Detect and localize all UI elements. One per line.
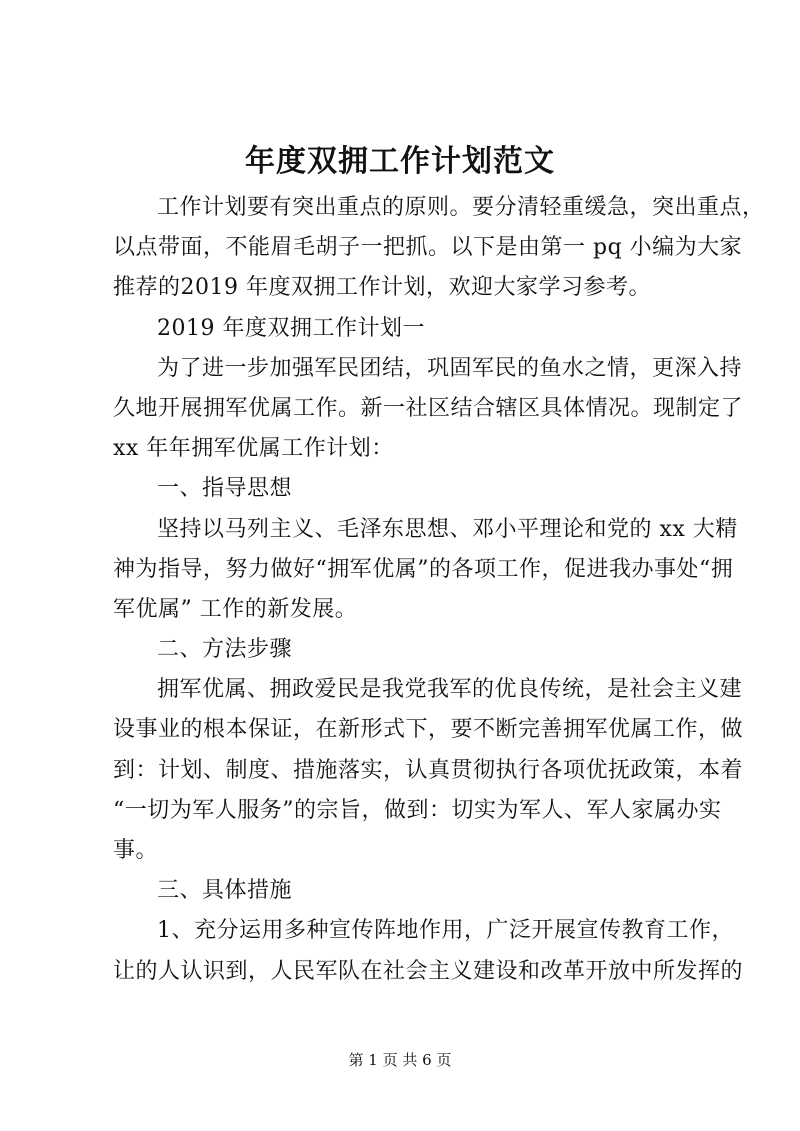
text-line: 为了进一步加强军民团结，巩固军民的鱼水之情，更深入持	[157, 355, 743, 381]
text-line: 坚持以马列主义、毛泽东思想、邓小平理论和党的 xx 大精	[157, 516, 738, 542]
text-line: 推荐的2019 年度双拥工作计划，欢迎大家学习参考。	[113, 275, 651, 301]
document-body	[113, 188, 765, 992]
text-line: 神为指导，努力做好“拥军优属”的各项工作，促进我办事处“拥	[113, 556, 734, 582]
page-footer: 第 1 页 共 6 页	[348, 1051, 452, 1069]
text-line: “一切为军人服务”的宗旨，做到：切实为军人、军人家属办实	[113, 797, 722, 823]
text-line: 工作计划要有突出重点的原则。要分清轻重缓急，突出重点，	[157, 195, 765, 220]
text-line: 一、指导思想	[157, 476, 293, 502]
document-title: 年度双拥工作计划范文	[245, 144, 555, 179]
text-line: 2019 年度双拥工作计划一	[157, 315, 425, 341]
text-line: 拥军优属、拥政爱民是我党我军的优良传统，是社会主义建	[157, 677, 743, 703]
text-line: 二、方法步骤	[157, 637, 293, 663]
text-line: 久地开展拥军优属工作。新一社区结合辖区具体情况。现制定了	[113, 395, 744, 421]
text-line: xx 年年拥军优属工作计划：	[113, 436, 394, 462]
text-line: 到：计划、制度、措施落实，认真贯彻执行各项优抚政策，本着	[113, 757, 744, 783]
text-line: 让的人认识到，人民军队在社会主义建设和改革开放中所发挥的	[113, 958, 744, 984]
text-line: 设事业的根本保证，在新形式下，要不断完善拥军优属工作，做	[113, 717, 744, 743]
text-line: 以点带面，不能眉毛胡子一把抓。以下是由第一 pq 小编为大家	[113, 235, 743, 261]
text-line: 军优属” 工作的新发展。	[113, 596, 358, 622]
text-line: 1、充分运用多种宣传阵地作用，广泛开展宣传教育工作，	[157, 918, 734, 944]
text-line: 事。	[113, 838, 159, 863]
text-line: 三、具体措施	[157, 878, 293, 904]
